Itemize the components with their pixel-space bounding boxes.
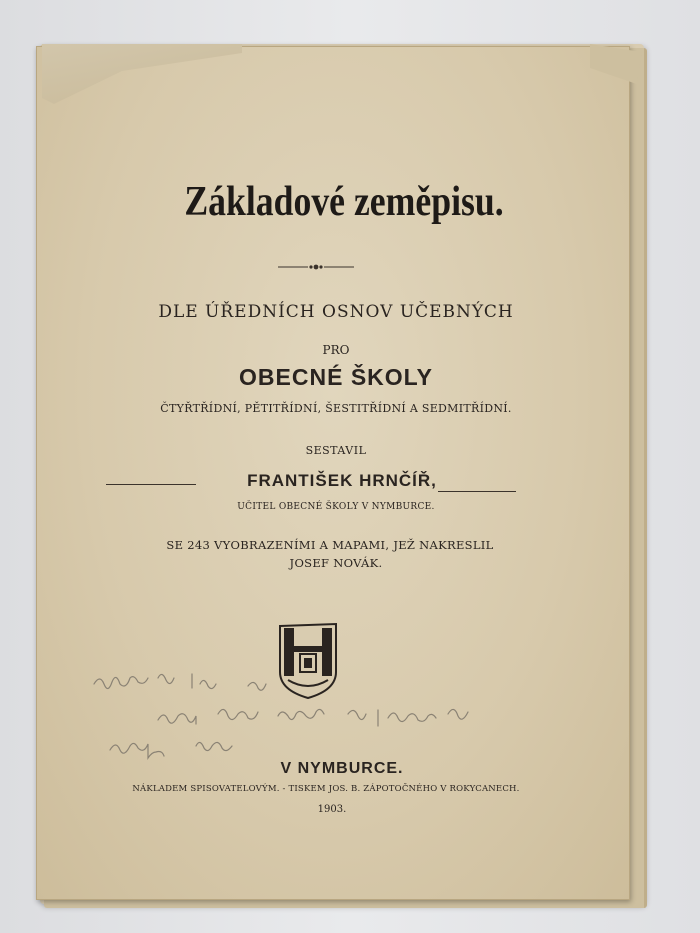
author-occupation: UČITEL OBECNÉ ŠKOLY V NYMBURCE.: [237, 502, 435, 512]
book-title: Základové zeměpisu.: [184, 179, 504, 225]
illustrator-name: JOSEF NOVÁK.: [289, 556, 383, 570]
subtitle: DLE ÚŘEDNÍCH OSNOV UČEBNÝCH: [158, 302, 514, 322]
for-label: PRO: [322, 343, 350, 357]
illustrations-line: SE 243 VYOBRAZENÍMI A MAPAMI, JEŽ NAKRESLIL: [166, 538, 494, 552]
author-name: FRANTIŠEK HRNČÍŘ,: [247, 471, 437, 490]
publication-place: V NYMBURCE.: [280, 760, 404, 777]
compiled-by-label: SESTAVIL: [305, 444, 367, 457]
schools-heading: OBECNÉ ŠKOLY: [239, 364, 433, 390]
grades-line: ČTYŘTŘÍDNÍ, PĚTITŘÍDNÍ, ŠESTITŘÍDNÍ A SEDMITŘÍDNÍ.: [160, 402, 512, 415]
ornament-divider: [278, 262, 354, 272]
publisher-line: NÁKLADEM SPISOVATELOVÝM. - TISKEM JOS. B. ZÁPOTOČNÉHO V ROKYCANECH.: [132, 784, 520, 794]
publication-year: 1903.: [317, 804, 347, 815]
handwritten-note: [88, 664, 508, 764]
author-rule-right: [438, 491, 516, 492]
